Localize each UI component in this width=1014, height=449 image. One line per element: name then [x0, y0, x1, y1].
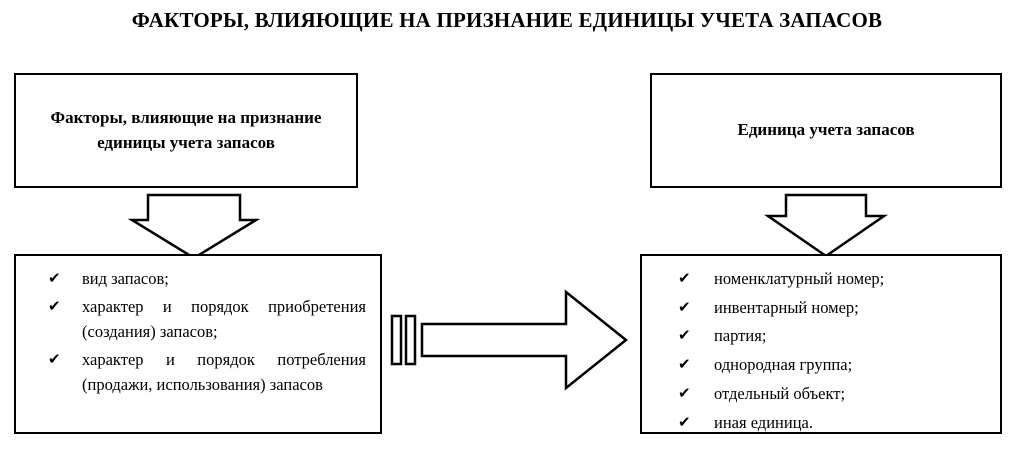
list-item-label: отдельный объект; — [714, 383, 846, 403]
check-icon: ✔ — [48, 349, 61, 368]
check-icon: ✔ — [48, 269, 61, 287]
list-item-label: иная единица. — [714, 412, 813, 432]
unit-header-box — [650, 73, 1002, 188]
check-icon: ✔ — [678, 355, 691, 374]
factors-list — [30, 266, 366, 398]
factors-header-box — [14, 73, 358, 188]
unit-header-text: Единица учета запасов — [737, 120, 915, 140]
list-item-label: номенклатурный номер; — [714, 269, 885, 288]
middle-right-arrow-icon — [392, 292, 626, 388]
check-icon: ✔ — [678, 412, 691, 431]
right-down-arrow-icon — [768, 195, 884, 256]
check-icon: ✔ — [48, 296, 61, 315]
left-down-arrow-icon — [132, 195, 256, 258]
list-item-label: характер и порядок потребления (продажи, использования) запасов — [82, 349, 366, 395]
list-item-label: характер и порядок приобретения (создания) запасов; — [82, 296, 366, 342]
list-item — [656, 323, 986, 350]
factors-header-text: Факторы, влияющие на признание единицы учета запасов — [50, 107, 322, 152]
list-item — [656, 410, 986, 437]
page-title: ФАКТОРЫ, ВЛИЯЮЩИЕ НА ПРИЗНАНИЕ ЕДИНИЦЫ УЧЕТА ЗАПАСОВ — [131, 8, 883, 32]
factors-list-box — [14, 254, 382, 434]
unit-list-box — [640, 254, 1002, 434]
list-item-label: вид запасов; — [82, 269, 169, 288]
list-item-label: партия; — [714, 326, 767, 346]
check-icon: ✔ — [678, 297, 691, 316]
check-icon: ✔ — [678, 269, 691, 287]
list-item — [656, 266, 986, 293]
list-item — [656, 381, 986, 408]
list-item-label: однородная группа; — [714, 355, 853, 375]
list-item — [30, 347, 366, 398]
check-icon: ✔ — [678, 383, 691, 402]
list-item — [656, 295, 986, 322]
list-item — [656, 352, 986, 379]
list-item-label: инвентарный номер; — [714, 297, 859, 317]
list-item — [30, 294, 366, 345]
list-item — [30, 266, 366, 292]
unit-list — [656, 266, 986, 436]
check-icon: ✔ — [678, 326, 691, 345]
